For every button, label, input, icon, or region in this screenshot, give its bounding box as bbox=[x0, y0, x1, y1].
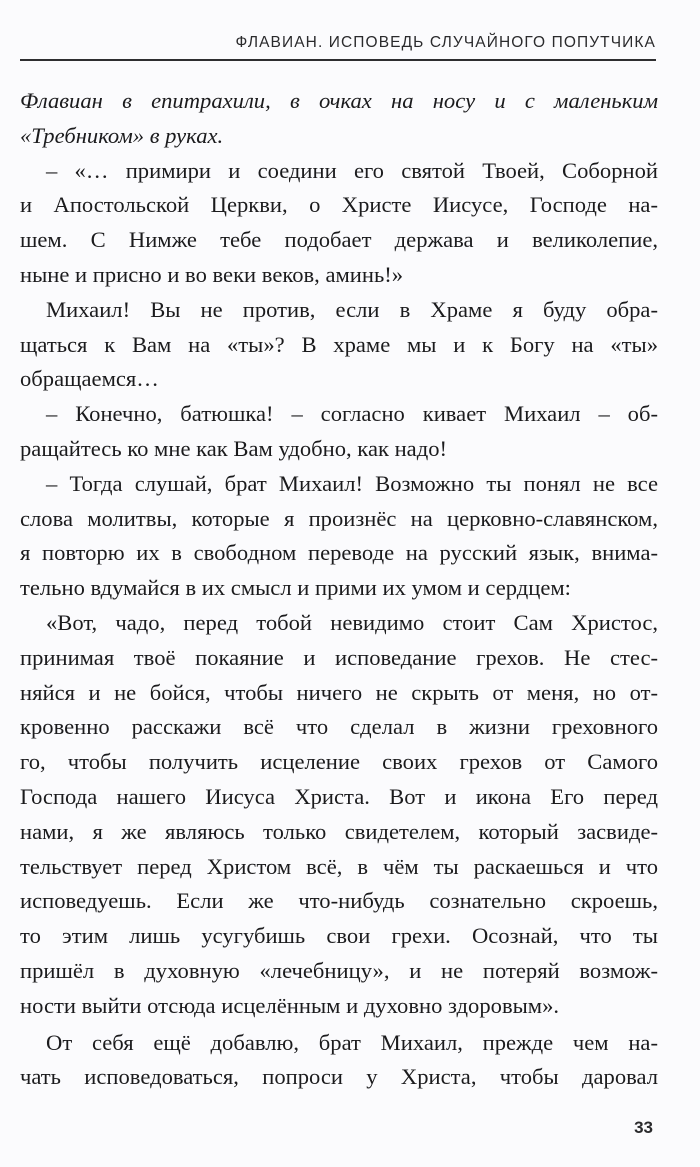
text-line: «Требником» в руках. bbox=[20, 122, 224, 148]
text-line: нами, я же являюсь только свидетелем, который засвиде- bbox=[20, 818, 658, 844]
text-line: шем. С Нимже тебе подобает держава и великолепие, bbox=[20, 227, 658, 253]
text-line: чать исповедоваться, попроси у Христа, чтобы даровал bbox=[20, 1064, 658, 1090]
text-line: и Апостольской Церкви, о Христе Иисусе, Господе на- bbox=[20, 192, 658, 218]
text-line: ращайтесь ко мне как Вам удобно, как надо! bbox=[20, 435, 448, 461]
text-line: слова молитвы, которые я произнёс на церковно-славянском, bbox=[20, 505, 658, 531]
text-line: тельно вдумайся в их смысл и прими их умом и сердцем: bbox=[20, 575, 571, 601]
text-line: пришёл в духовную «лечебницу», и не потеряй возмож- bbox=[20, 957, 658, 983]
text-line: Михаил! Вы не против, если в Храме я буду обра- bbox=[46, 296, 658, 322]
text-line: исповедуешь. Если же что-нибудь сознательно скроешь, bbox=[20, 888, 658, 914]
text-line: От себя ещё добавлю, брат Михаил, прежде чем на- bbox=[46, 1029, 658, 1055]
text-line: тельствует перед Христом всё, в чём ты раскаешься и что bbox=[20, 853, 658, 879]
text-line: я повторю их в свободном переводе на русский язык, внима- bbox=[20, 540, 658, 566]
text-line: кровенно расскажи всё что сделал в жизни греховного bbox=[20, 714, 658, 740]
text-line: щаться к Вам на «ты»? В храме мы и к Богу на «ты» bbox=[20, 331, 658, 357]
text-line: обращаемся… bbox=[20, 366, 159, 392]
text-line: «Вот, чадо, перед тобой невидимо стоит Сам Христос, bbox=[46, 609, 658, 635]
text-line: – Тогда слушай, брат Михаил! Возможно ты понял не все bbox=[46, 470, 658, 496]
text-line: принимая твоё покаяние и исповедание грехов. Не стес- bbox=[20, 644, 658, 670]
running-header: ФЛАВИАН. ИСПОВЕДЬ СЛУЧАЙНОГО ПОПУТЧИКА bbox=[235, 34, 656, 51]
text-line: ныне и присно и во веки веков, аминь!» bbox=[20, 261, 404, 287]
text-line: Господа нашего Иисуса Христа. Вот и икона Его перед bbox=[20, 783, 658, 809]
text-line: Флавиан в епитрахили, в очках на носу и с маленьким bbox=[20, 88, 658, 113]
page-number: 33 bbox=[634, 1118, 653, 1137]
text-line: – Конечно, батюшка! – согласно кивает Михаил – об- bbox=[46, 401, 658, 427]
text-line: няйся и не бойся, чтобы ничего не скрыть от меня, но от- bbox=[20, 679, 658, 705]
body-text bbox=[20, 84, 658, 1095]
header-rule bbox=[20, 59, 656, 61]
text-line: го, чтобы получить исцеление своих грехов от Самого bbox=[20, 749, 658, 775]
text-line: – «… примири и соедини его святой Твоей, Соборной bbox=[46, 157, 658, 183]
text-line: то этим лишь усугубишь свои грехи. Осознай, что ты bbox=[20, 923, 658, 949]
text-line: ности выйти отсюда исцелённым и духовно здоровым». bbox=[20, 992, 560, 1018]
